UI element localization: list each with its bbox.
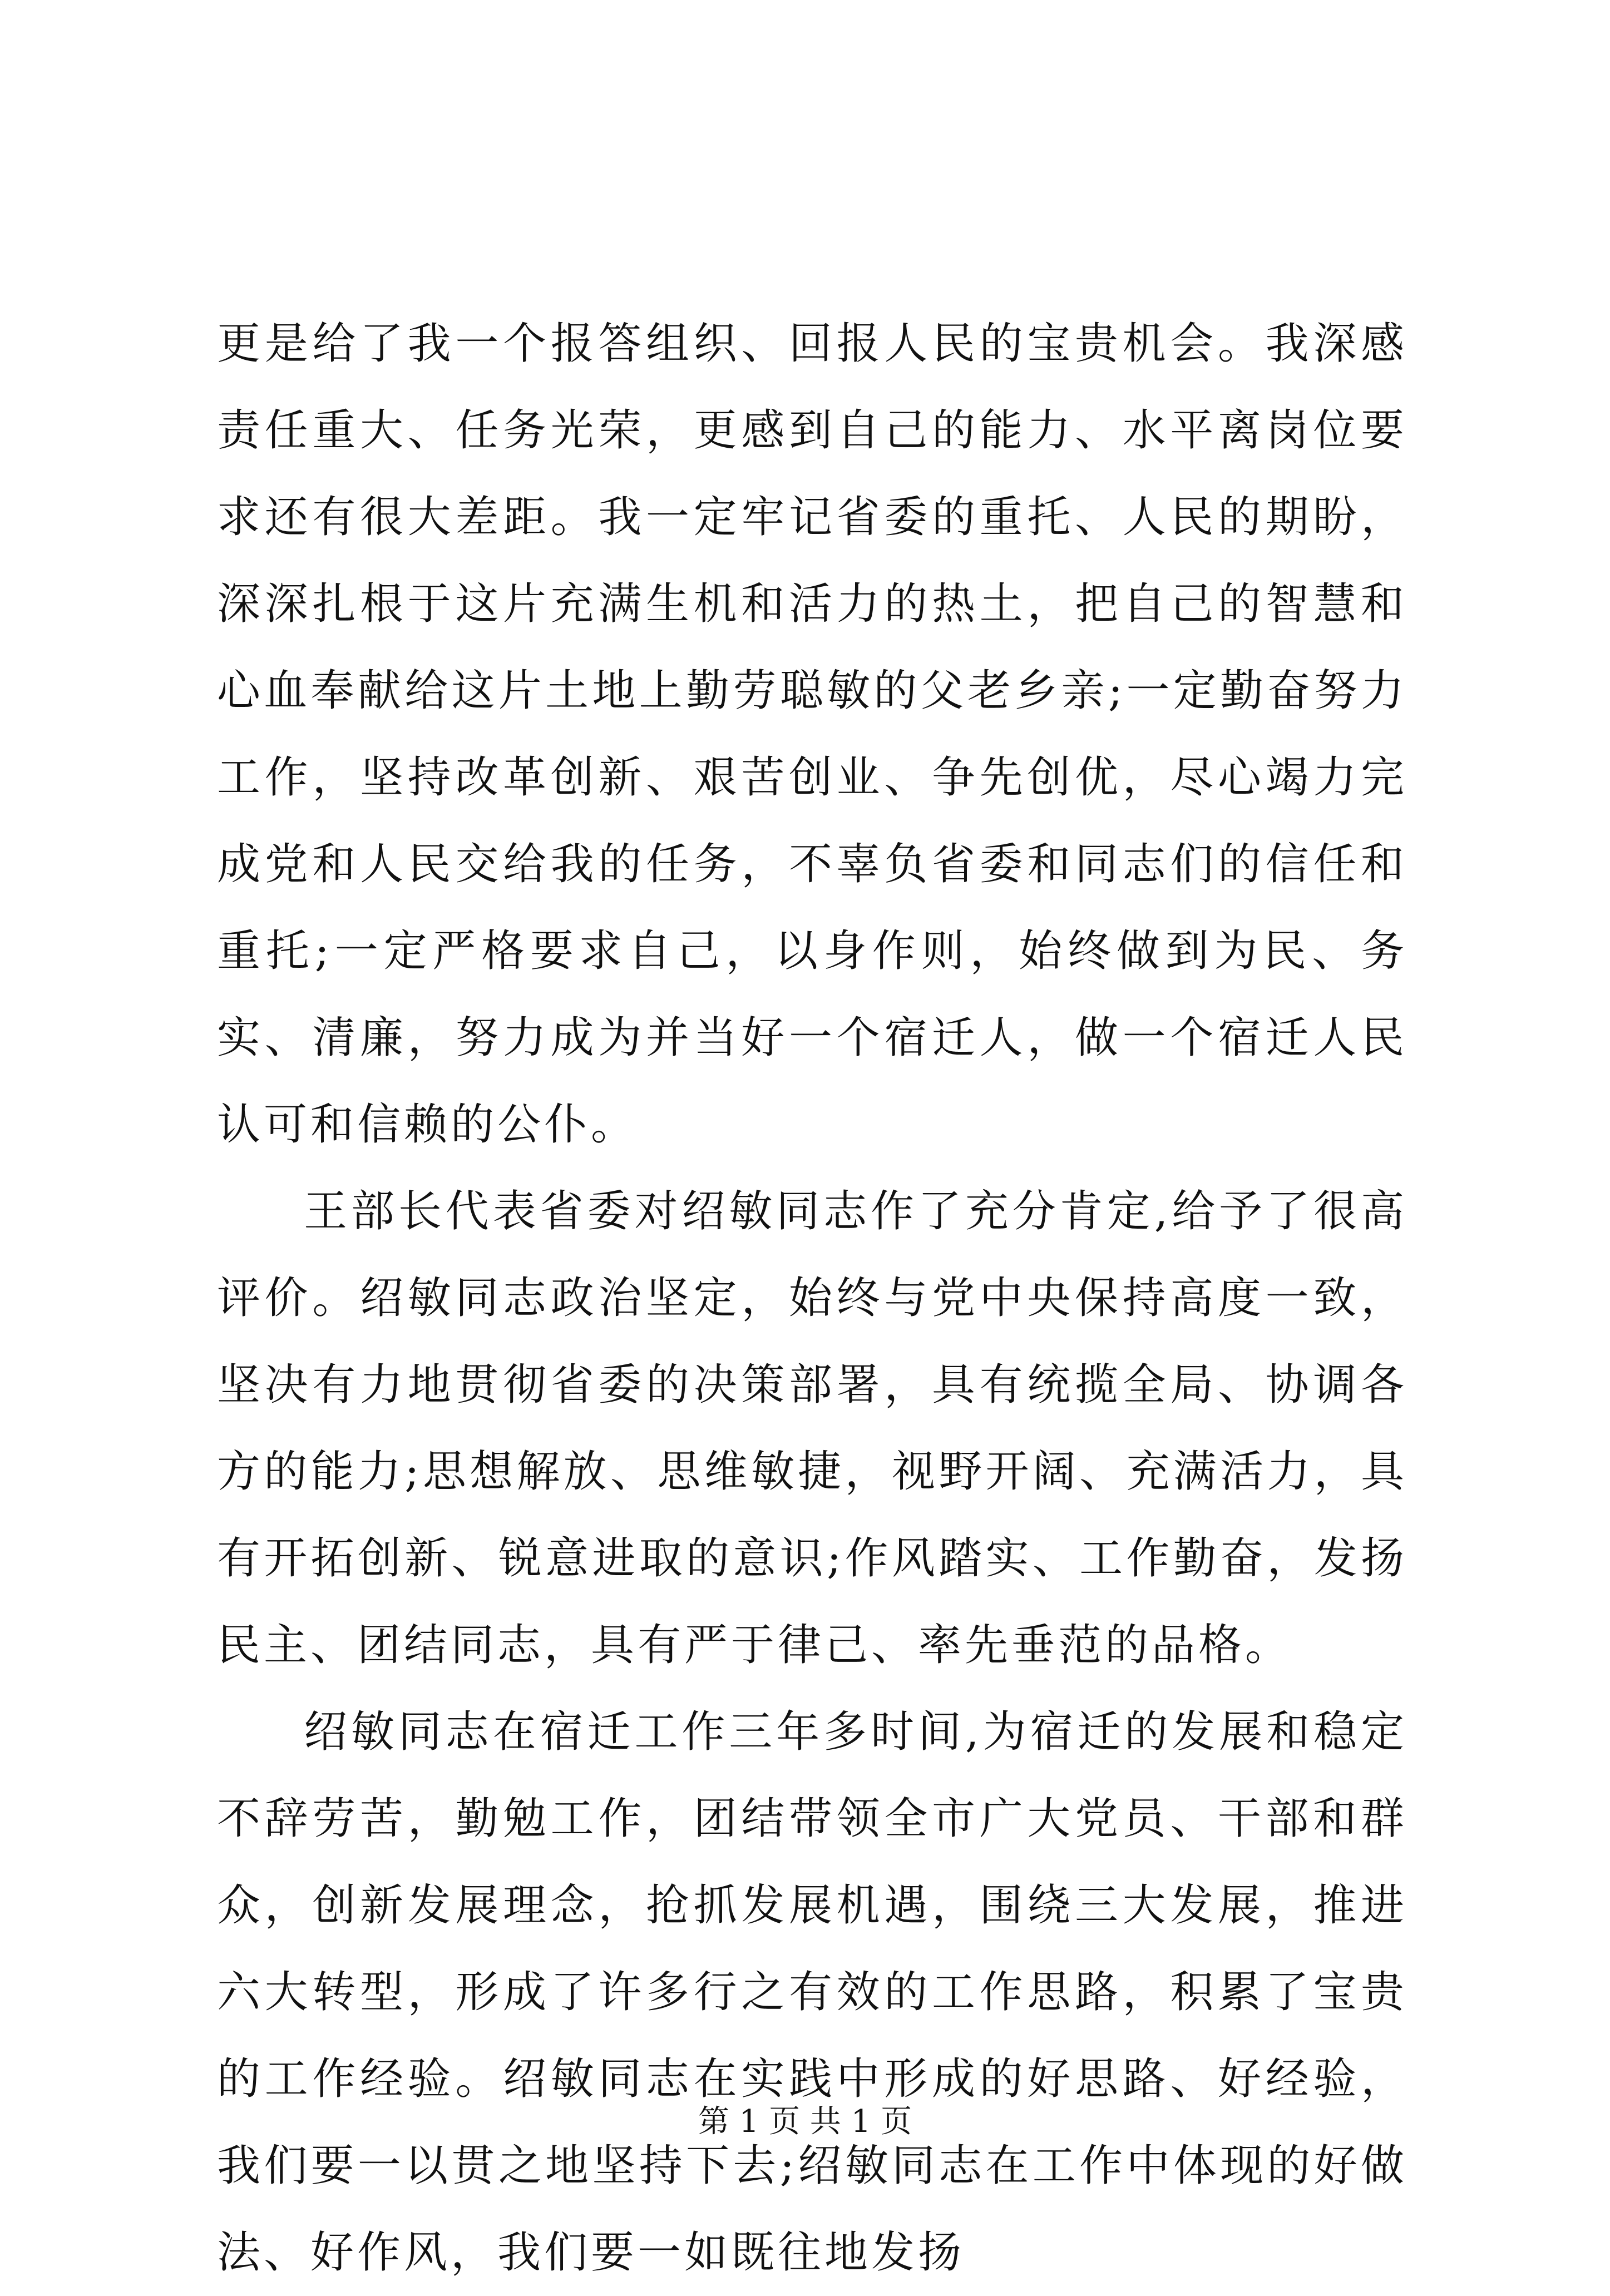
paragraph-continuation: 更是给了我一个报答组织、回报人民的宝贵机会。我深感责任重大、任务光荣，更感到自己的能力、水平离岗位要求还有很大差距。我一定牢记省委的重托、人民的期盼，深深扎根于这片充满生机和活力的热土，把自己的智慧和心血奉献给这片土地上勤劳聪敏的父老乡亲;一定勤奋努力工作，坚持改革创新、艰苦创业、争先创优，尽心竭力完成党和人民交给我的任务，不辜负省委和同志们的信任和重托;一定严格要求自己，以身作则，始终做到为民、务实、清廉，努力成为并当好一个宿迁人，做一个宿迁人民认可和信赖的公仆。 [217, 319, 1407, 1150]
body-text [217, 300, 1407, 2296]
paragraph-work-summary: 绍敏同志在宿迁工作三年多时间,为宿迁的发展和稳定不辞劳苦，勤勉工作，团结带领全市广大党员、干部和群众，创新发展理念，抢抓发展机遇，围绕三大发展，推进六大转型，形成了许多行之有效的工作思路，积累了宝贵的工作经验。绍敏同志在实践中形成的好思路、好经验，我们要一以贯之地坚持下去;绍敏同志在工作中体现的好做法、好作风，我们要一如既往地发扬 [217, 1707, 1407, 2278]
paragraph-evaluation: 王部长代表省委对绍敏同志作了充分肯定,给予了很高评价。绍敏同志政治坚定，始终与党中央保持高度一致，坚决有力地贯彻省委的决策部署，具有统揽全局、协调各方的能力;思想解放、思维敏捷，视野开阔、充满活力，具有开拓创新、锐意进取的意识;作风踏实、工作勤奋，发扬民主、团结同志，具有严于律己、率先垂范的品格。 [217, 1186, 1407, 1670]
page-footer: 第 1 页 共 1 页 [698, 2104, 912, 2140]
